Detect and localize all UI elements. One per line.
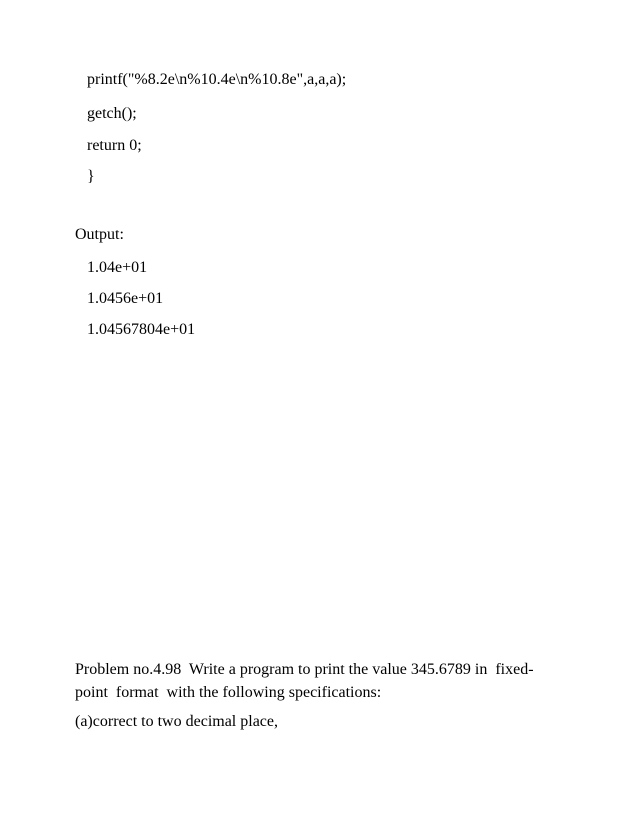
code-line-getch: getch(); [87, 105, 137, 122]
problem-spec-a: (a)correct to two decimal place, [75, 713, 278, 730]
output-line-1: 1.04e+01 [87, 259, 148, 276]
problem-statement-line-1: Problem no.4.98 Write a program to print the value 345.6789 in fixed- [75, 661, 534, 678]
problem-statement-line-2: point format with the following specifications: [75, 684, 382, 701]
output-label: Output: [75, 226, 124, 243]
output-line-2: 1.0456e+01 [87, 290, 164, 307]
code-line-return: return 0; [87, 137, 142, 154]
output-line-3: 1.04567804e+01 [87, 321, 196, 338]
code-line-printf: printf("%8.2e\n%10.4e\n%10.8e",a,a,a); [87, 71, 347, 88]
code-line-closing-brace: } [87, 168, 95, 185]
